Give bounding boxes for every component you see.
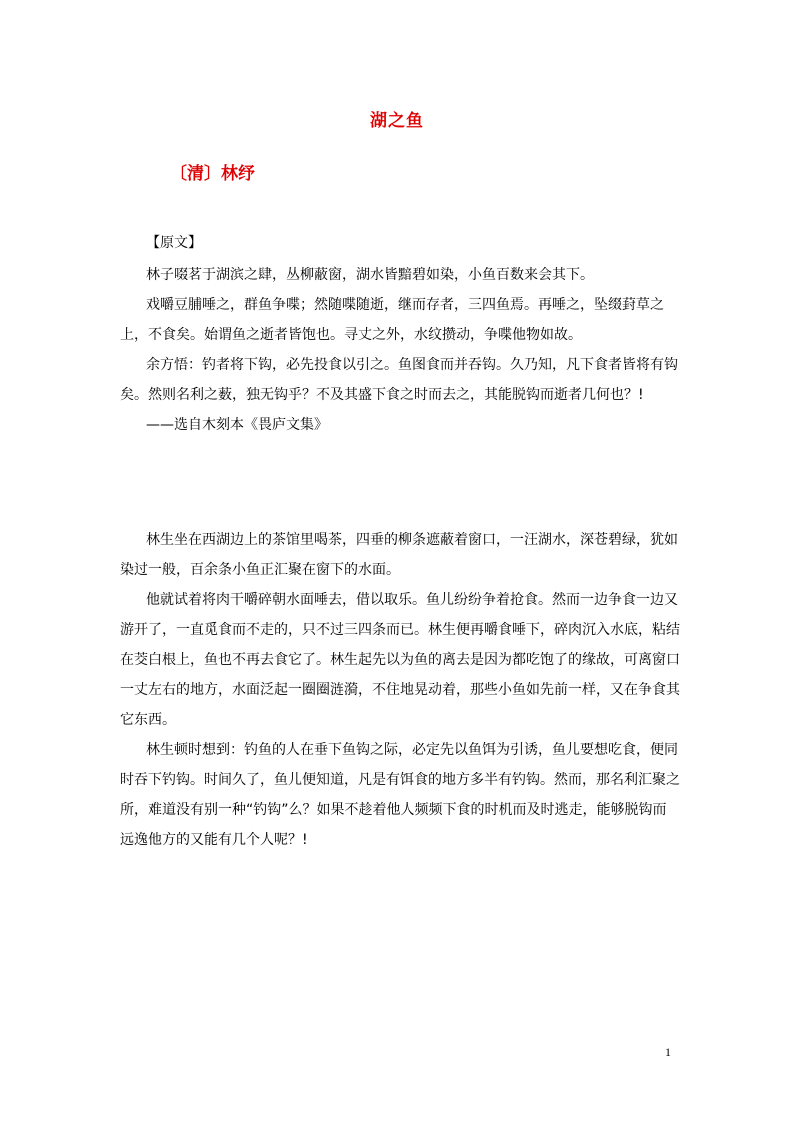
translation-paragraph: 林生顿时想到：钓鱼的人在垂下鱼钩之际，必定先以鱼饵为引诱，鱼儿要想吃食，便同时吞下钓钩。时间久了，鱼儿便知道，凡是有饵食的地方多半有钓钩。然而，那名利汇聚之所，难道没有别一种“钓钩”么？如果不趁着他人频频下食的时机而及时逃走，能够脱钩而远逸他方的又能有几个人呢？! (120, 742, 680, 848)
original-paragraph: 戏嚼豆脯唾之，群鱼争喋；然随喋随逝，继而存者，三四鱼焉。再唾之，坠缀葑草之上，不食矣。始谓鱼之逝者皆饱也。寻丈之外，水纹攒动，争喋他物如故。 (120, 297, 664, 343)
source-citation: ——选自木刻本《畏庐文集》 (146, 417, 328, 433)
translation-paragraph: 他就试着将肉干嚼碎朝水面唾去，借以取乐。鱼儿纷纷争着抢食。然而一边争食一边又游开了，一直觅食而不走的，只不过三四条而已。林生便再嚼食唾下，碎肉沉入水底，粘结在茭白根上，鱼也不再去食它了。林生起先以为鱼的离去是因为都吃饱了的缘故，可离窗口一丈左右的地方，水面泛起一圈圈涟漪，不住地晃动着，那些小鱼如先前一样，又在争食其它东西。 (120, 592, 680, 728)
author-line: 〔清〕林纾 (170, 164, 255, 184)
original-text-label: 【原文】 (146, 235, 202, 251)
original-paragraph: 余方悟：钓者将下钩，必先投食以引之。鱼图食而并吞钩。久乃知，凡下食者皆将有钩矣。然则名利之薮，独无钩乎？不及其盛下食之时而去之，其能脱钩而逝者几何也？! (120, 357, 678, 403)
original-text-block (120, 260, 680, 440)
original-paragraph: 林子啜茗于湖滨之肆，丛柳蔽窗，湖水皆黯碧如染，小鱼百数来会其下。 (146, 267, 594, 283)
page-number: 1 (665, 1045, 671, 1059)
document-title: 湖之鱼 (370, 111, 424, 131)
translation-paragraph: 林生坐在西湖边上的茶馆里喝茶，四垂的柳条遮蔽着窗口，一汪湖水，深苍碧绿，犹如染过一般，百余条小鱼正汇聚在窗下的水面。 (120, 532, 678, 578)
translation-block (120, 525, 680, 855)
